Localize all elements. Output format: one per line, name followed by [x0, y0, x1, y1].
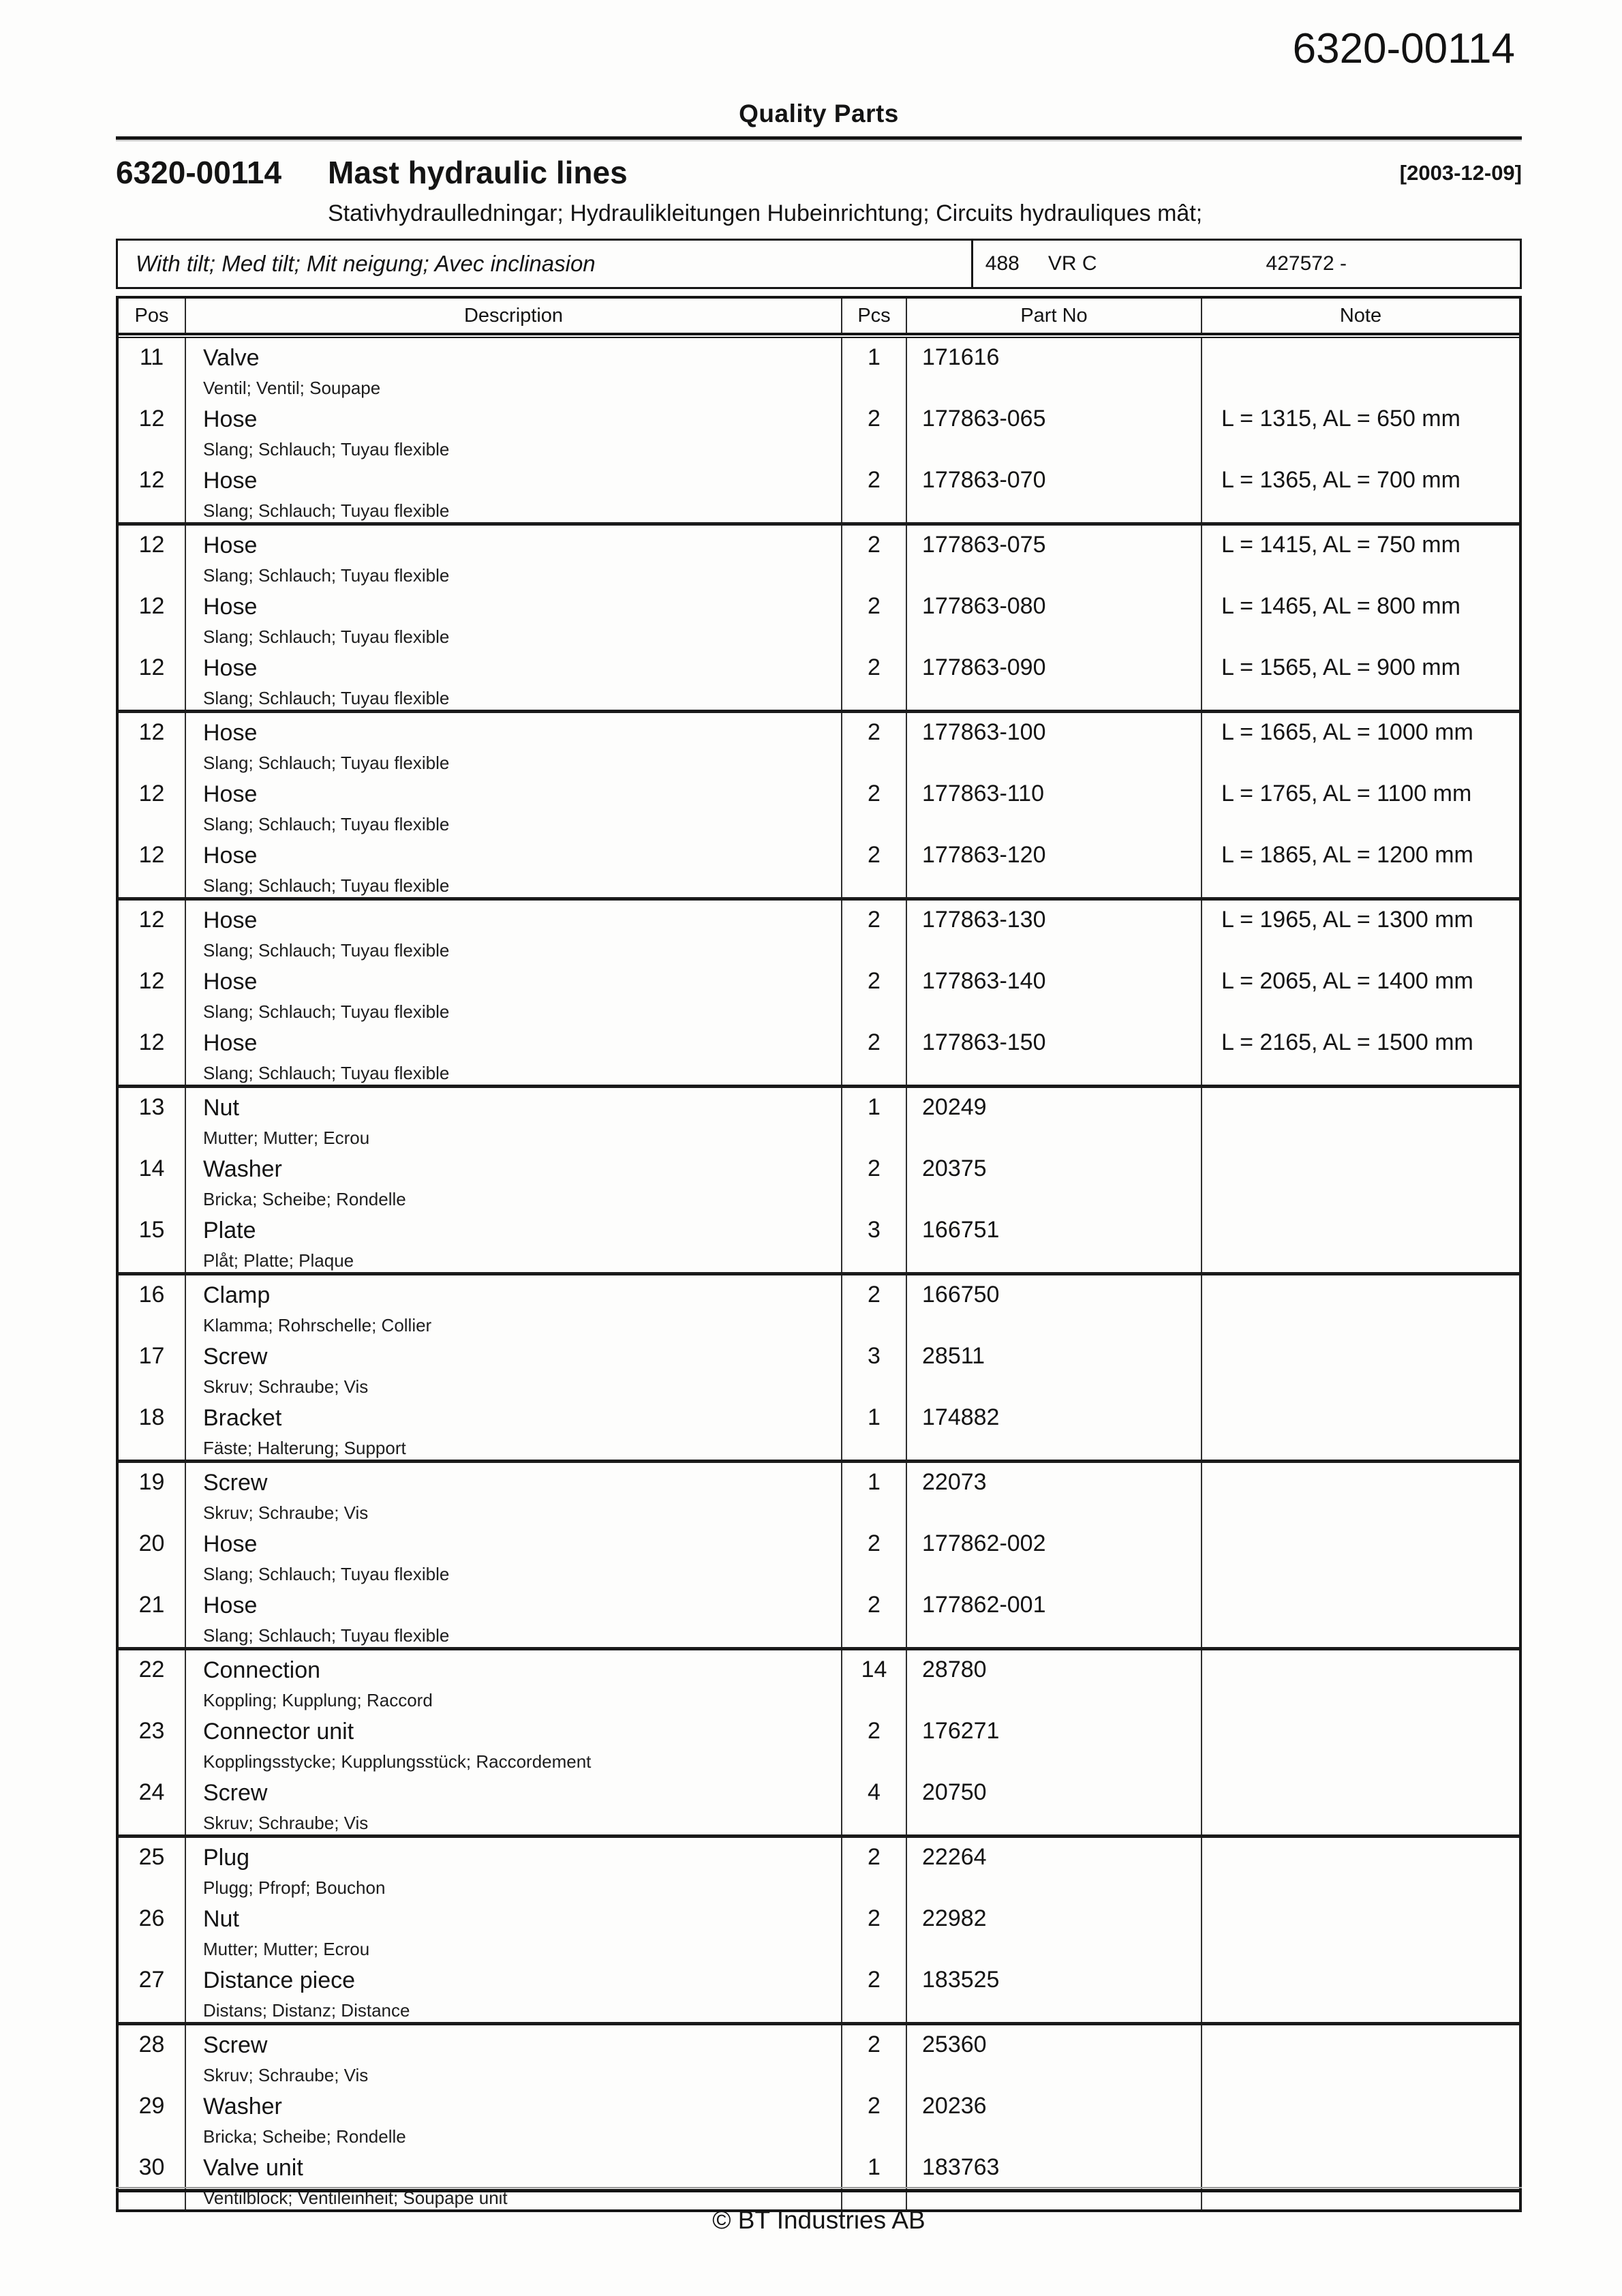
row-note — [1202, 1961, 1519, 2022]
row-description-cell — [186, 2025, 842, 2087]
row-description-cell — [186, 338, 842, 399]
row-description-cell — [186, 1524, 842, 1586]
table-row — [119, 399, 1519, 461]
row-pos: 12 — [119, 399, 186, 461]
row-description: Screw — [203, 1780, 268, 1806]
row-note — [1202, 338, 1519, 399]
row-group — [119, 1463, 1519, 1650]
row-partno: 22264 — [907, 1838, 1202, 1899]
row-description: Hose — [203, 720, 258, 746]
row-pos: 15 — [119, 1211, 186, 1272]
variant-model: VR C — [1047, 252, 1097, 275]
row-description: Hose — [203, 781, 258, 807]
row-description-cell — [186, 836, 842, 897]
row-note — [1202, 1899, 1519, 1961]
row-note: L = 1665, AL = 1000 mm — [1221, 719, 1473, 745]
column-header-description: Description — [186, 299, 842, 333]
row-description: Nut — [203, 1095, 239, 1121]
row-pcs: 2 — [842, 1275, 907, 1337]
row-subdescription: Klamma; Rohrschelle; Collier — [203, 1315, 432, 1335]
row-pos: 11 — [119, 338, 186, 399]
row-pcs: 2 — [842, 1899, 907, 1961]
row-subdescription: Plåt; Platte; Plaque — [203, 1250, 354, 1271]
row-note: L = 1365, AL = 700 mm — [1221, 467, 1460, 493]
row-pcs: 2 — [842, 2087, 907, 2148]
table-row — [119, 1398, 1519, 1460]
row-description: Hose — [203, 406, 258, 432]
row-partno: 177862-002 — [907, 1524, 1202, 1586]
row-partno: 28511 — [907, 1337, 1202, 1398]
row-pcs: 2 — [842, 1524, 907, 1586]
row-note: L = 1865, AL = 1200 mm — [1221, 842, 1473, 868]
row-partno: 177863-110 — [907, 774, 1202, 836]
row-note: L = 1465, AL = 800 mm — [1221, 593, 1460, 619]
row-description-cell — [186, 1088, 842, 1149]
row-description: Hose — [203, 1531, 258, 1557]
row-pcs: 2 — [842, 648, 907, 710]
row-description-cell — [186, 901, 842, 962]
row-description-cell — [186, 1586, 842, 1647]
row-note: L = 2065, AL = 1400 mm — [1221, 968, 1473, 994]
row-description-cell — [186, 1463, 842, 1524]
row-description-cell — [186, 587, 842, 648]
row-subdescription: Koppling; Kupplung; Raccord — [203, 1690, 433, 1710]
row-pcs: 3 — [842, 1211, 907, 1272]
row-description-cell — [186, 1899, 842, 1961]
row-pos: 21 — [119, 1586, 186, 1647]
table-row — [119, 774, 1519, 836]
row-pcs: 2 — [842, 713, 907, 774]
row-description-cell — [186, 461, 842, 522]
row-subdescription: Plugg; Pfropf; Bouchon — [203, 1877, 386, 1898]
row-note — [1202, 1773, 1519, 1834]
variant-info — [973, 241, 1520, 287]
row-description: Distance piece — [203, 1967, 356, 1993]
row-partno: 177863-100 — [907, 713, 1202, 774]
row-group — [119, 1275, 1519, 1463]
table-row — [119, 1023, 1519, 1085]
row-description-cell — [186, 399, 842, 461]
column-header-partno: Part No — [907, 299, 1202, 333]
row-description: Hose — [203, 1030, 258, 1056]
row-pos: 12 — [119, 461, 186, 522]
row-subdescription: Slang; Schlauch; Tuyau flexible — [203, 1564, 450, 1584]
row-note: L = 1965, AL = 1300 mm — [1221, 907, 1473, 933]
variant-box — [116, 239, 1522, 289]
row-subdescription: Slang; Schlauch; Tuyau flexible — [203, 1001, 450, 1022]
row-description-cell — [186, 1712, 842, 1773]
row-partno: 176271 — [907, 1712, 1202, 1773]
row-description-cell — [186, 1838, 842, 1899]
row-partno: 183763 — [907, 2148, 1202, 2209]
table-row — [119, 461, 1519, 522]
row-subdescription: Slang; Schlauch; Tuyau flexible — [203, 500, 450, 521]
row-note — [1202, 1398, 1519, 1460]
table-row — [119, 1524, 1519, 1586]
row-group — [119, 1088, 1519, 1275]
row-note — [1202, 1337, 1519, 1398]
row-pcs: 4 — [842, 1773, 907, 1834]
row-pcs: 1 — [842, 338, 907, 399]
row-note — [1202, 1149, 1519, 1211]
row-description: Plug — [203, 1845, 250, 1871]
row-note: L = 2165, AL = 1500 mm — [1221, 1029, 1473, 1055]
row-pos: 20 — [119, 1524, 186, 1586]
table-header-row — [119, 299, 1519, 335]
table-row — [119, 1650, 1519, 1712]
row-description-cell — [186, 2148, 842, 2209]
section-code: 6320-00114 — [116, 155, 282, 190]
footer-copyright: © BT Industries AB — [712, 2206, 925, 2234]
row-description: Screw — [203, 1470, 268, 1496]
row-partno: 171616 — [907, 338, 1202, 399]
row-partno: 20249 — [907, 1088, 1202, 1149]
row-subdescription: Bricka; Scheibe; Rondelle — [203, 1189, 406, 1209]
column-header-pos: Pos — [119, 299, 186, 333]
row-pcs: 2 — [842, 836, 907, 897]
row-pcs: 2 — [842, 1712, 907, 1773]
row-subdescription: Slang; Schlauch; Tuyau flexible — [203, 439, 450, 459]
row-description: Hose — [203, 655, 258, 681]
row-description: Washer — [203, 1156, 282, 1182]
row-note — [1202, 1712, 1519, 1773]
row-description: Hose — [203, 907, 258, 933]
row-description: Washer — [203, 2094, 282, 2119]
row-description-cell — [186, 1773, 842, 1834]
table-row — [119, 901, 1519, 962]
row-description: Hose — [203, 532, 258, 558]
row-pos: 16 — [119, 1275, 186, 1337]
table-row — [119, 526, 1519, 587]
row-subdescription: Ventil; Ventil; Soupape — [203, 378, 381, 398]
row-group — [119, 526, 1519, 713]
row-partno: 22982 — [907, 1899, 1202, 1961]
row-pcs: 2 — [842, 587, 907, 648]
row-description-cell — [186, 774, 842, 836]
row-description-cell — [186, 1275, 842, 1337]
row-subdescription: Kopplingsstycke; Kupplungsstück; Raccordement — [203, 1751, 592, 1772]
row-partno: 20236 — [907, 2087, 1202, 2148]
row-description-cell — [186, 713, 842, 774]
row-partno: 174882 — [907, 1398, 1202, 1460]
row-partno: 177863-130 — [907, 901, 1202, 962]
variant-label: With tilt; Med tilt; Mit neigung; Avec inclinasion — [118, 241, 973, 287]
row-partno: 177863-065 — [907, 399, 1202, 461]
table-row — [119, 1899, 1519, 1961]
row-subdescription: Bricka; Scheibe; Rondelle — [203, 2126, 406, 2147]
footer-rule — [116, 2187, 1522, 2192]
row-subdescription: Skruv; Schraube; Vis — [203, 1502, 369, 1523]
row-description: Screw — [203, 2032, 268, 2058]
revision-date: [2003-12-09] — [1399, 161, 1522, 185]
table-row — [119, 1961, 1519, 2022]
row-note — [1202, 1275, 1519, 1337]
row-subdescription: Distans; Distanz; Distance — [203, 2000, 410, 2021]
column-header-pcs: Pcs — [842, 299, 907, 333]
table-row — [119, 836, 1519, 897]
row-subdescription: Mutter; Mutter; Ecrou — [203, 1128, 370, 1148]
row-pos: 12 — [119, 836, 186, 897]
row-group — [119, 901, 1519, 1088]
row-pos: 12 — [119, 1023, 186, 1085]
row-note — [1202, 1088, 1519, 1149]
row-pos: 28 — [119, 2025, 186, 2087]
row-subdescription: Fäste; Halterung; Support — [203, 1438, 406, 1458]
table-row — [119, 962, 1519, 1023]
row-description-cell — [186, 1961, 842, 2022]
table-row — [119, 1211, 1519, 1272]
row-description: Plate — [203, 1218, 256, 1243]
row-partno: 177862-001 — [907, 1586, 1202, 1647]
row-subdescription: Skruv; Schraube; Vis — [203, 1376, 369, 1397]
row-note: L = 1765, AL = 1100 mm — [1221, 781, 1472, 806]
row-pos: 12 — [119, 648, 186, 710]
row-pos: 12 — [119, 587, 186, 648]
table-row — [119, 1586, 1519, 1647]
table-row — [119, 587, 1519, 648]
row-pos: 23 — [119, 1712, 186, 1773]
row-description-cell — [186, 1023, 842, 1085]
row-pos: 19 — [119, 1463, 186, 1524]
row-subdescription: Slang; Schlauch; Tuyau flexible — [203, 940, 450, 961]
table-row — [119, 713, 1519, 774]
row-pos: 24 — [119, 1773, 186, 1834]
parts-table — [116, 296, 1522, 2212]
row-pcs: 1 — [842, 1088, 907, 1149]
row-pcs: 1 — [842, 2148, 907, 2209]
row-pcs: 2 — [842, 2025, 907, 2087]
table-row — [119, 2025, 1519, 2087]
row-pcs: 2 — [842, 901, 907, 962]
row-subdescription: Skruv; Schraube; Vis — [203, 1813, 369, 1833]
row-pcs: 14 — [842, 1650, 907, 1712]
row-description-cell — [186, 2087, 842, 2148]
row-pcs: 2 — [842, 1838, 907, 1899]
row-subdescription: Slang; Schlauch; Tuyau flexible — [203, 875, 450, 896]
page-subtitle: Stativhydraulledningar; Hydraulikleitungen Hubeinrichtung; Circuits hydrauliques mât; — [328, 200, 1203, 226]
row-partno: 177863-140 — [907, 962, 1202, 1023]
row-description-cell — [186, 648, 842, 710]
row-pos: 12 — [119, 713, 186, 774]
row-note — [1202, 1211, 1519, 1272]
row-subdescription: Slang; Schlauch; Tuyau flexible — [203, 626, 450, 647]
page-content — [116, 0, 1522, 2296]
row-description: Screw — [203, 1344, 268, 1370]
row-group — [119, 1838, 1519, 2025]
row-pcs: 1 — [842, 1463, 907, 1524]
table-row — [119, 2148, 1519, 2209]
row-description-cell — [186, 1650, 842, 1712]
row-note — [1202, 1524, 1519, 1586]
row-pos: 18 — [119, 1398, 186, 1460]
row-description: Valve — [203, 345, 260, 371]
row-description: Bracket — [203, 1405, 282, 1431]
row-subdescription: Mutter; Mutter; Ecrou — [203, 1939, 370, 1959]
row-pos: 12 — [119, 901, 186, 962]
row-partno: 183525 — [907, 1961, 1202, 2022]
row-note: L = 1315, AL = 650 mm — [1221, 406, 1460, 432]
brand-title: Quality Parts — [739, 100, 899, 127]
row-note — [1202, 2087, 1519, 2148]
row-description: Connector unit — [203, 1719, 354, 1744]
row-group — [119, 1650, 1519, 1838]
row-description: Hose — [203, 1592, 258, 1618]
row-pos: 17 — [119, 1337, 186, 1398]
row-pcs: 1 — [842, 1398, 907, 1460]
row-partno: 177863-150 — [907, 1023, 1202, 1085]
row-pcs: 2 — [842, 1149, 907, 1211]
row-pos: 12 — [119, 962, 186, 1023]
row-partno: 177863-120 — [907, 836, 1202, 897]
table-row — [119, 1773, 1519, 1834]
row-note — [1202, 1586, 1519, 1647]
row-description: Nut — [203, 1906, 239, 1932]
row-description: Hose — [203, 843, 258, 868]
table-row — [119, 648, 1519, 710]
row-pcs: 2 — [842, 1586, 907, 1647]
variant-code: 488 — [985, 252, 1020, 275]
row-pos: 12 — [119, 774, 186, 836]
row-pcs: 2 — [842, 1023, 907, 1085]
row-partno: 177863-090 — [907, 648, 1202, 710]
table-row — [119, 1838, 1519, 1899]
row-partno: 20750 — [907, 1773, 1202, 1834]
row-group — [119, 2025, 1519, 2209]
row-pos: 12 — [119, 526, 186, 587]
row-note: L = 1415, AL = 750 mm — [1221, 532, 1460, 558]
row-description-cell — [186, 1149, 842, 1211]
row-subdescription: Slang; Schlauch; Tuyau flexible — [203, 753, 450, 773]
row-pcs: 2 — [842, 461, 907, 522]
row-pos: 14 — [119, 1149, 186, 1211]
row-partno: 20375 — [907, 1149, 1202, 1211]
row-pos: 22 — [119, 1650, 186, 1712]
row-subdescription: Slang; Schlauch; Tuyau flexible — [203, 814, 450, 834]
row-pcs: 3 — [842, 1337, 907, 1398]
table-row — [119, 1088, 1519, 1149]
row-note — [1202, 1838, 1519, 1899]
row-pos: 26 — [119, 1899, 186, 1961]
row-note: L = 1565, AL = 900 mm — [1221, 654, 1460, 680]
row-partno: 28780 — [907, 1650, 1202, 1712]
table-row — [119, 1463, 1519, 1524]
row-pos: 29 — [119, 2087, 186, 2148]
column-header-note: Note — [1339, 305, 1382, 327]
page-title: Mast hydraulic lines — [328, 155, 628, 190]
row-partno: 177863-075 — [907, 526, 1202, 587]
row-group — [119, 713, 1519, 901]
row-partno: 22073 — [907, 1463, 1202, 1524]
row-description: Valve unit — [203, 2155, 303, 2181]
row-pcs: 2 — [842, 1961, 907, 2022]
row-description-cell — [186, 1211, 842, 1272]
row-description: Hose — [203, 468, 258, 494]
row-subdescription: Slang; Schlauch; Tuyau flexible — [203, 565, 450, 586]
row-subdescription: Ventilblock; Ventileinheit; Soupape unit — [203, 2188, 508, 2208]
table-row — [119, 338, 1519, 399]
row-note — [1202, 2025, 1519, 2087]
doc-number: 6320-00114 — [1292, 25, 1515, 72]
table-body — [119, 338, 1519, 2209]
header-rule — [116, 136, 1522, 141]
row-description-cell — [186, 962, 842, 1023]
row-note — [1202, 1650, 1519, 1712]
row-description: Hose — [203, 594, 258, 620]
row-description-cell — [186, 526, 842, 587]
row-group — [119, 338, 1519, 526]
row-partno: 177863-070 — [907, 461, 1202, 522]
row-pcs: 2 — [842, 774, 907, 836]
row-description-cell — [186, 1398, 842, 1460]
row-subdescription: Slang; Schlauch; Tuyau flexible — [203, 1625, 450, 1646]
variant-serial-range: 427572 - — [1266, 252, 1347, 275]
row-pos: 27 — [119, 1961, 186, 2022]
row-description: Clamp — [203, 1282, 271, 1308]
row-note — [1202, 2148, 1519, 2209]
row-subdescription: Slang; Schlauch; Tuyau flexible — [203, 1063, 450, 1083]
row-pcs: 2 — [842, 399, 907, 461]
table-row — [119, 2087, 1519, 2148]
row-pos: 13 — [119, 1088, 186, 1149]
table-row — [119, 1712, 1519, 1773]
row-partno: 25360 — [907, 2025, 1202, 2087]
row-subdescription: Slang; Schlauch; Tuyau flexible — [203, 688, 450, 708]
row-partno: 177863-080 — [907, 587, 1202, 648]
row-description: Hose — [203, 969, 258, 995]
table-row — [119, 1275, 1519, 1337]
row-description: Connection — [203, 1657, 321, 1683]
row-pos: 30 — [119, 2148, 186, 2209]
table-row — [119, 1149, 1519, 1211]
row-pos: 25 — [119, 1838, 186, 1899]
row-subdescription: Skruv; Schraube; Vis — [203, 2065, 369, 2085]
row-pcs: 2 — [842, 526, 907, 587]
table-row — [119, 1337, 1519, 1398]
row-note — [1202, 1463, 1519, 1524]
row-description-cell — [186, 1337, 842, 1398]
row-pcs: 2 — [842, 962, 907, 1023]
row-partno: 166751 — [907, 1211, 1202, 1272]
row-partno: 166750 — [907, 1275, 1202, 1337]
